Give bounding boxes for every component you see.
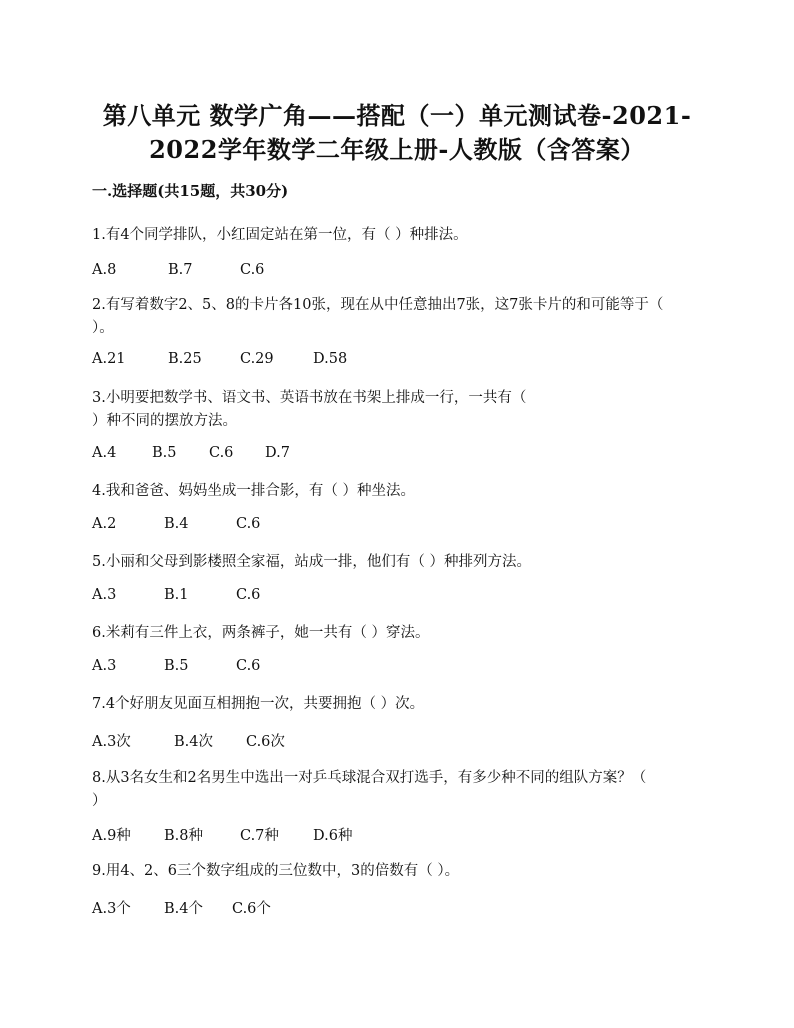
section-heading: 一.选择题(共15题，共30分) — [92, 182, 289, 200]
option-a: A.21 — [92, 351, 126, 367]
question-3 — [92, 387, 702, 433]
title-line-2: 2022学年数学二年级上册-人教版（含答案） — [149, 135, 645, 164]
option-c: C.6 — [236, 658, 261, 674]
option-a: A.3个 — [92, 901, 131, 917]
option-a: A.4 — [92, 445, 117, 461]
question-8 — [92, 767, 702, 813]
title-line-1: 第八单元 数学广角——搭配（一）单元测试卷-2021- — [102, 101, 692, 130]
question-2 — [92, 294, 702, 340]
option-c: C.6 — [240, 262, 265, 278]
question-6 — [92, 622, 702, 645]
option-c: C.6 — [209, 445, 234, 461]
option-d: D.7 — [265, 445, 290, 461]
question-4 — [92, 480, 702, 503]
options-row-7 — [92, 730, 492, 750]
option-b: B.5 — [164, 658, 189, 674]
option-c: C.7种 — [240, 828, 279, 844]
option-c: C.6 — [236, 587, 261, 603]
options-row-6 — [92, 658, 492, 678]
option-c: C.6个 — [232, 901, 271, 917]
option-b: B.4个 — [164, 901, 203, 917]
options-row-8 — [92, 824, 492, 844]
option-a: A.3次 — [92, 734, 131, 750]
option-b: B.5 — [152, 445, 177, 461]
option-d: D.6种 — [313, 828, 353, 844]
question-text-line: 2.有写着数字2、5、8的卡片各10张，现在从中任意抽出7张，这7张卡片的和可能等于（ — [92, 297, 664, 313]
options-row-1 — [92, 262, 492, 282]
question-text-line: 5.小丽和父母到影楼照全家福，站成一排，他们有（ ）种排列方法。 — [92, 554, 531, 570]
question-text-line: 3.小明要把数学书、语文书、英语书放在书架上排成一行，一共有（ — [92, 390, 527, 406]
option-a: A.2 — [92, 516, 117, 532]
option-a: A.3 — [92, 658, 117, 674]
question-text-line: 7.4个好朋友见面互相拥抱一次，共要拥抱（ ）次。 — [92, 696, 425, 712]
options-row-2 — [92, 351, 492, 371]
option-a: A.9种 — [92, 828, 131, 844]
options-row-4 — [92, 516, 492, 536]
option-b: B.4 — [164, 516, 189, 532]
question-text-line: 9.用4、2、6三个数字组成的三位数中，3的倍数有（ ）。 — [92, 863, 460, 879]
question-9 — [92, 860, 702, 883]
question-text-line: 1.有4个同学排队，小红固定站在第一位，有（ ）种排法。 — [92, 227, 468, 243]
question-text-line: 4.我和爸爸、妈妈坐成一排合影，有（ ）种坐法。 — [92, 483, 415, 499]
question-7 — [92, 693, 702, 716]
option-b: B.8种 — [164, 828, 203, 844]
option-b: B.4次 — [174, 734, 213, 750]
option-a: A.8 — [92, 262, 117, 278]
option-b: B.1 — [164, 587, 189, 603]
question-text-line: 8.从3名女生和2名男生中选出一对乒乓球混合双打选手，有多少种不同的组队方案？（ — [92, 770, 647, 786]
option-c: C.6次 — [246, 734, 285, 750]
question-text-line: ） — [92, 793, 107, 809]
option-b: B.7 — [168, 262, 193, 278]
option-c: C.6 — [236, 516, 261, 532]
options-row-9 — [92, 897, 492, 917]
option-c: C.29 — [240, 351, 274, 367]
options-row-5 — [92, 587, 492, 607]
question-1 — [92, 224, 702, 247]
question-text-line: ）种不同的摆放方法。 — [92, 413, 237, 429]
question-5 — [92, 551, 702, 574]
options-row-3 — [92, 445, 492, 465]
question-text-line: ）。 — [92, 320, 114, 336]
option-d: D.58 — [313, 351, 348, 367]
question-text-line: 6.米莉有三件上衣，两条裤子，她一共有（ ）穿法。 — [92, 625, 430, 641]
option-b: B.25 — [168, 351, 202, 367]
option-a: A.3 — [92, 587, 117, 603]
